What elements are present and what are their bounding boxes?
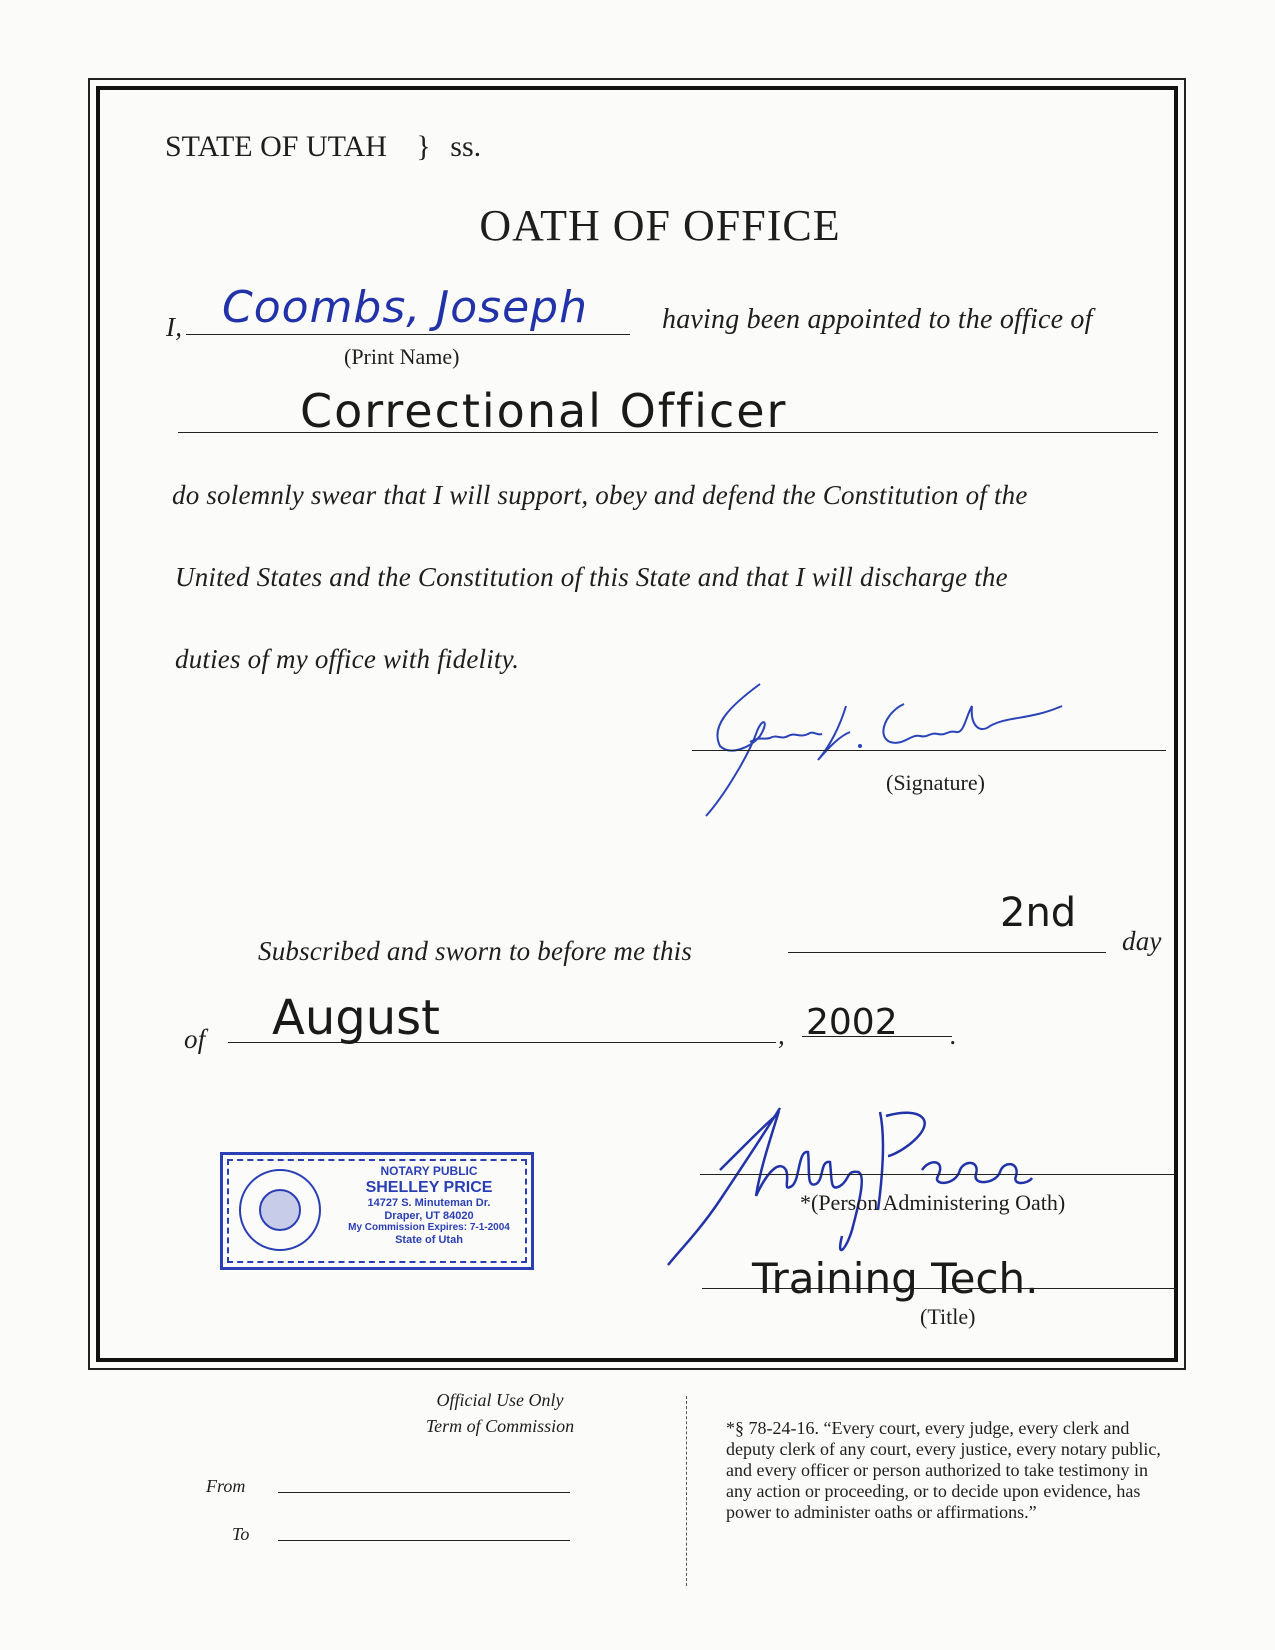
stamp-line-2: SHELLEY PRICE [365, 1178, 493, 1196]
subscribed-text: Subscribed and sworn to before me this [258, 936, 693, 966]
appointed-text: having been appointed to the office of [662, 304, 1093, 335]
day-line [788, 952, 1106, 953]
print-name-value: Coombs, Joseph [222, 282, 588, 333]
statute-line: power to administer oaths or affirmations.” [726, 1502, 1037, 1522]
notary-stamp [220, 1152, 534, 1270]
oath-line-3: duties of my office with fidelity. [175, 644, 520, 674]
stamp-line-5: My Commission Expires: 7-1-2004 [348, 1222, 510, 1234]
of-label: of [184, 1024, 206, 1054]
state-label: STATE OF UTAH [165, 130, 387, 163]
stamp-line-3: 14727 S. Minuteman Dr. [367, 1197, 491, 1210]
oath-line-2: United States and the Constitution of this State and that I will discharge the [175, 562, 1008, 592]
month-comma: , [778, 1020, 785, 1050]
from-line [278, 1492, 570, 1493]
official-use-label: Official Use Only [436, 1390, 564, 1410]
oath-prefix: I, [166, 312, 183, 342]
stamp-line-1: NOTARY PUBLIC [380, 1164, 478, 1178]
name-line [186, 334, 630, 335]
administrator-line [700, 1174, 1174, 1175]
footer-divider [686, 1396, 687, 1586]
ss-label: ss. [450, 130, 482, 163]
title-line [702, 1288, 1176, 1289]
administrator-signature [660, 1100, 1080, 1270]
oath-line-1: do solemnly swear that I will support, obey and defend the Constitution of the [172, 480, 1028, 510]
stamp-line-4: Draper, UT 84020 [384, 1209, 474, 1222]
term-of-commission-label: Term of Commission [425, 1416, 575, 1436]
month-value: August [272, 990, 440, 1046]
statute-line: any action or proceeding, or to decide upon evidence, has [726, 1481, 1141, 1501]
signature-line [692, 750, 1166, 751]
brace-glyph: } [416, 130, 431, 163]
state-heading [165, 130, 481, 164]
stamp-line-6: State of Utah [395, 1233, 463, 1246]
print-name-caption: (Print Name) [344, 344, 460, 369]
signature-caption: (Signature) [886, 770, 985, 795]
year-period: . [950, 1020, 957, 1050]
day-label: day [1122, 926, 1162, 956]
office-value: Correctional Officer [300, 384, 788, 438]
page-title: OATH OF OFFICE [479, 201, 841, 250]
administrator-caption: *(Person Administering Oath) [800, 1190, 1066, 1215]
statute-line: deputy clerk of any court, every justice, every notary public, [726, 1439, 1161, 1459]
year-value: 2002 [806, 1002, 898, 1043]
statute-line: *§ 78-24-16. “Every court, every judge, every clerk and [726, 1418, 1130, 1438]
state-seal [239, 1169, 321, 1251]
to-line [278, 1540, 570, 1541]
title-caption: (Title) [920, 1304, 976, 1329]
to-label: To [232, 1524, 250, 1544]
seal-inner [259, 1189, 301, 1231]
statute-text [726, 1418, 1246, 1523]
stamp-text-block [327, 1165, 531, 1247]
oath-taker-signature [690, 676, 1070, 826]
day-value: 2nd [1000, 890, 1077, 936]
statute-line: and every officer or person authorized to take testimony in [726, 1460, 1149, 1480]
title-value: Training Tech. [752, 1254, 1039, 1303]
from-label: From [206, 1476, 246, 1496]
